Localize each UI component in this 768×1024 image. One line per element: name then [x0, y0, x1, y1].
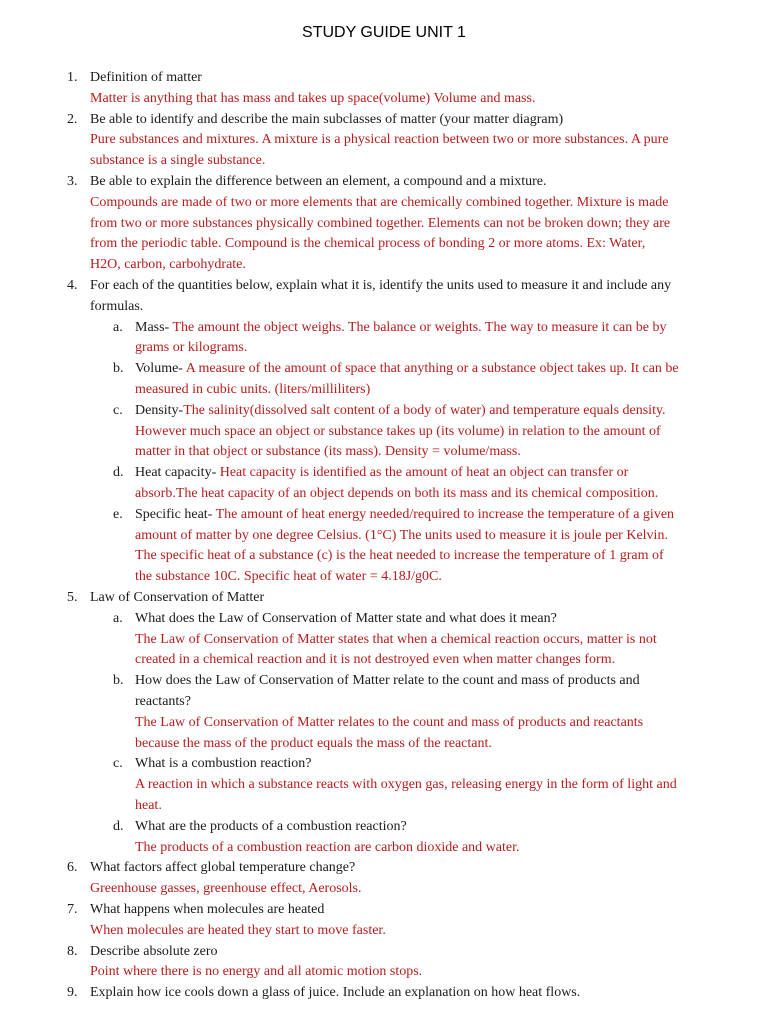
answer-text: However much space an object or substance takes up (its volume) in relation to the amount of — [135, 423, 661, 439]
item-label: Mass- — [135, 319, 173, 335]
answer-text: from the periodic table. Compound is the chemical process of bonding 2 or more atoms. Ex: Water, — [90, 236, 646, 252]
answer-text: substance is a single substance. — [90, 153, 266, 169]
item-label: Density- — [135, 402, 184, 418]
item-number: 8. — [67, 943, 78, 959]
item-number: 5. — [67, 590, 78, 605]
answer-text: absorb.The heat capacity of an object depends on both its mass and its chemical composition. — [135, 486, 659, 501]
text-line — [135, 505, 674, 525]
answer-text: because the mass of the product equals the mass of the reactant. — [135, 735, 492, 751]
answer-text: Heat capacity is identified as the amount of heat an object can transfer or — [219, 465, 629, 481]
answer-text: A measure of the amount of space that anything or a substance object takes up. It can be — [185, 361, 679, 377]
answer-text: The Law of Conservation of Matter relates to the count and mass of products and reactants — [135, 714, 644, 730]
item-number: 7. — [67, 902, 78, 917]
question-text: What does the Law of Conservation of Matter state and what does it mean? — [135, 610, 557, 626]
answer-text: matter in that object or substance (its mass). Density = volume/mass. — [135, 444, 521, 460]
item-number: 2. — [67, 111, 78, 127]
item-number: 4. — [67, 278, 78, 293]
sub-item-letter: b. — [113, 361, 124, 377]
answer-text: The amount the object weighs. The balance or weights. The way to measure it can be by — [172, 319, 667, 335]
answer-text: heat. — [135, 798, 162, 813]
answer-text: H2O, carbon, carbohydrate. — [90, 257, 246, 273]
answer-text: amount of matter by one degree Celsius. (1°C) The units used to measure it is joule per Kelvin. — [135, 527, 668, 543]
text-line — [135, 401, 666, 421]
sub-item-letter: a. — [113, 610, 123, 626]
question-text: formulas. — [90, 298, 144, 314]
text-line — [135, 463, 628, 483]
answer-text: the substance 10C. Specific heat of water = 4.18J/g0C. — [135, 569, 442, 585]
answer-text: measured in cubic units. (liters/milliliters) — [135, 382, 371, 397]
answer-text: When molecules are heated they start to move faster. — [90, 922, 386, 938]
sub-item-letter: c. — [113, 402, 123, 418]
question-text: Definition of matter — [90, 70, 202, 85]
question-text: Be able to explain the difference between an element, a compound and a mixture. — [90, 174, 547, 189]
sub-item-letter: d. — [113, 465, 124, 481]
question-text: What are the products of a combustion reaction? — [135, 818, 407, 834]
sub-item-letter: e. — [113, 506, 123, 522]
question-text: Describe absolute zero — [90, 943, 218, 959]
answer-text: The Law of Conservation of Matter states that when a chemical reaction occurs, matter is not — [135, 631, 657, 647]
page-title: STUDY GUIDE UNIT 1 — [302, 24, 466, 41]
answer-text: A reaction in which a substance reacts with oxygen gas, releasing energy in the form of light and — [135, 777, 677, 793]
answer-text: Matter is anything that has mass and takes up space(volume) Volume and mass. — [90, 90, 536, 106]
item-number: 9. — [67, 985, 78, 1001]
question-text: For each of the quantities below, explain what it is, identify the units used to measure it and include any — [90, 278, 672, 293]
question-text: Law of Conservation of Matter — [90, 590, 265, 605]
answer-text: The specific heat of a substance (c) is the heat needed to increase the temperature of 1 gram of — [135, 548, 664, 564]
text-line — [135, 359, 679, 379]
answer-text: The salinity(dissolved salt content of a body of water) and temperature equals density. — [183, 402, 666, 418]
question-text: reactants? — [135, 694, 191, 709]
answer-text: created in a chemical reaction and it is not destroyed even when matter changes form. — [135, 652, 616, 668]
answer-text: Greenhouse gasses, greenhouse effect, Aerosols. — [90, 881, 362, 897]
answer-text: grams or kilograms. — [135, 340, 248, 356]
question-text: What happens when molecules are heated — [90, 902, 325, 917]
item-number: 6. — [67, 860, 78, 876]
item-number: 3. — [67, 174, 78, 189]
sub-item-letter: a. — [113, 319, 123, 335]
sub-item-letter: b. — [113, 673, 124, 689]
answer-text: The products of a combustion reaction are carbon dioxide and water. — [135, 839, 520, 855]
sub-item-letter: c. — [113, 756, 123, 772]
question-text: Explain how ice cools down a glass of juice. Include an explanation on how heat flows. — [90, 985, 581, 1001]
sub-item-letter: d. — [113, 818, 124, 834]
question-text: What factors affect global temperature change? — [90, 860, 356, 876]
item-label: Heat capacity- — [135, 465, 220, 481]
question-text: Be able to identify and describe the main subclasses of matter (your matter diagram) — [90, 111, 564, 127]
answer-text: from two or more substances physically combined together. Elements can not be broken down; they are — [90, 215, 671, 231]
answer-text: Pure substances and mixtures. A mixture is a physical reaction between two or more substances. A pure — [90, 132, 669, 148]
item-number: 1. — [67, 70, 78, 85]
question-text: How does the Law of Conservation of Matter relate to the count and mass of products and — [135, 673, 640, 689]
answer-text: Compounds are made of two or more elements that are chemically combined together. Mixture is made — [90, 194, 669, 210]
item-label: Volume- — [135, 361, 186, 377]
text-line — [135, 318, 666, 338]
question-text: What is a combustion reaction? — [135, 756, 312, 772]
answer-text: Point where there is no energy and all atomic motion stops. — [90, 964, 423, 980]
item-label: Specific heat- — [135, 506, 216, 522]
answer-text: The amount of heat energy needed/required to increase the temperature of a given — [215, 506, 675, 522]
